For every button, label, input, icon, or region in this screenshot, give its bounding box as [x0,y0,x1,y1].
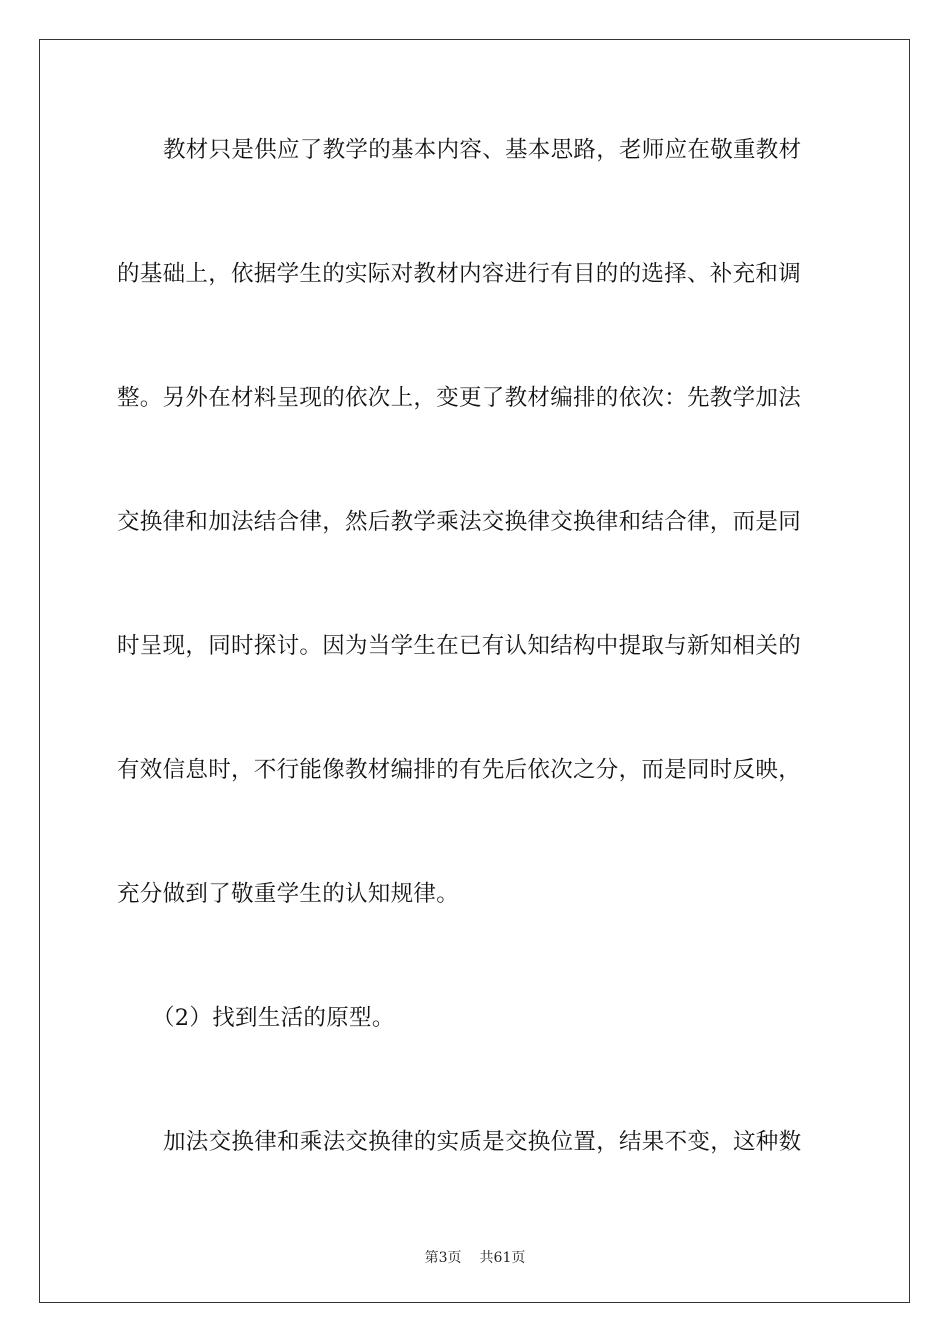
paragraph-line: 加法交换律和乘法交换律的实质是交换位置，结果不变，这种数 [163,1129,802,1155]
paragraph-line: 充分做到了敬重学生的认知规律。 [117,881,460,907]
page-border [39,39,910,1303]
paragraph-line: 时呈现，同时探讨。因为当学生在已有认知结构中提取与新知相关的 [117,633,802,659]
page-number: 第3页 [424,1250,462,1266]
paragraph-line: 整。另外在材料呈现的依次上，变更了教材编排的依次：先教学加法 [117,385,802,411]
paragraph-line: 的基础上，依据学生的实际对教材内容进行有目的的选择、补充和调 [117,261,802,287]
total-pages: 共61页 [479,1250,526,1266]
paragraph-line: 教材只是供应了教学的基本内容、基本思路，老师应在敬重教材 [163,137,802,163]
paragraph-line: 交换律和加法结合律，然后教学乘法交换律交换律和结合律，而是同 [117,509,802,535]
section-heading: （2）找到生活的原型。 [152,1005,395,1031]
paragraph-line: 有效信息时，不行能像教材编排的有先后依次之分，而是同时反映， [117,757,802,783]
page-footer [0,1249,950,1267]
